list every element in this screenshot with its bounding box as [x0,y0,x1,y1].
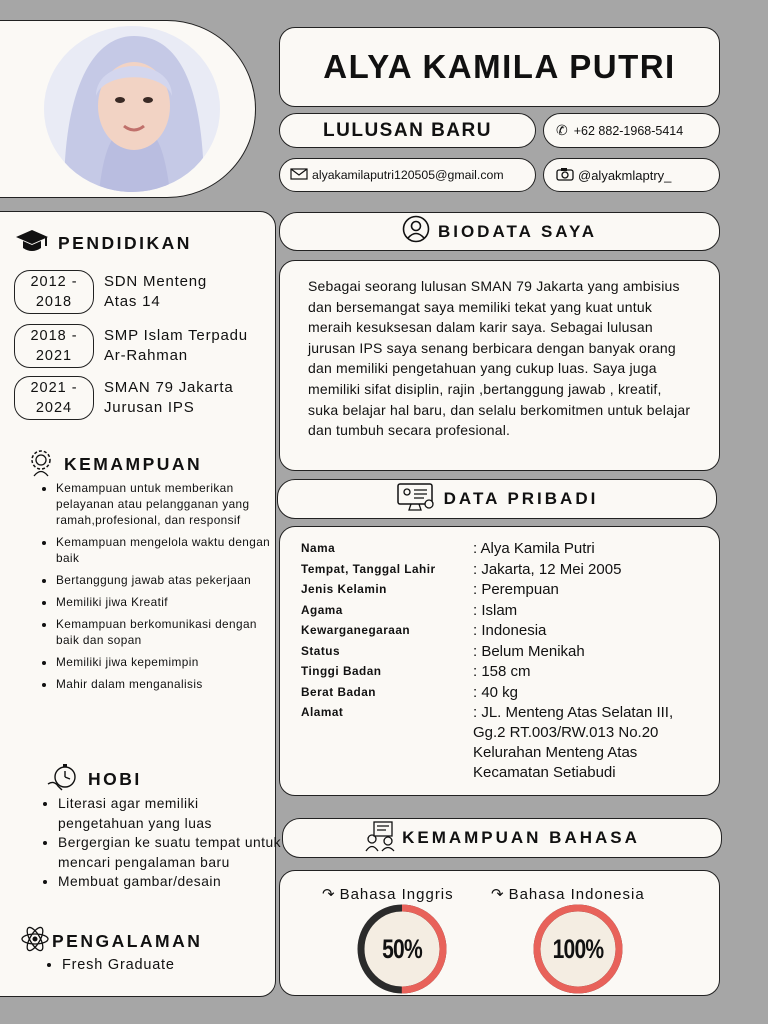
data-row: Tinggi Badan : 158 cm [301,663,531,680]
user-circle-icon [402,215,430,248]
education-year: 2021 - 2024 [14,376,94,420]
education-item [14,324,264,368]
education-year: 2018 - 2021 [14,324,94,368]
camera-icon [556,167,574,184]
role-text: LULUSAN BARU [323,119,492,141]
list-item: • Literasi agar memiliki pengetahuan yang luas [58,794,283,833]
list-item: • Memiliki jiwa Kreatif [56,594,271,610]
list-item: • Memiliki jiwa kepemimpin [56,654,271,670]
bio-heading [279,212,720,251]
list-item: • Membuat gambar/desain [58,872,283,892]
personal-title: DATA PRIBADI [443,489,599,508]
gauge-percent: 50% [382,933,422,964]
phone-number: +62 882-1968-5414 [573,123,684,138]
skills-heading [26,447,202,482]
arrow-icon: ↷ [491,886,505,903]
list-item: • Kemampuan mengelola waktu dengan baik [56,534,271,566]
bio-text: Sebagai seorang lulusan SMAN 79 Jakarta yang ambisius dan bersemangat saya memiliki tekat yang kuat untuk meraih kesuksesan dalam karir saya. Sebagai lulusan jurusan IPS saya senang berbicara dengan banyak orang dan memiliki pengetahuan yang cukup luas. Saya juga memiliki sifat disiplin, rajin ,bertanggung jawab , kreatif, suka belajar hal baru, dan selalu berkomitmen untuk belajar dan tumbuh secara profesional. [308,278,691,439]
phone-icon: ✆ [556,122,568,138]
experience-heading [20,924,202,959]
language-gauge [532,903,624,995]
list-item: • Kemampuan untuk memberikan pelayanan atau pelangganan yang ramah,profesional, dan responsif [56,480,271,528]
language-title: KEMAMPUAN BAHASA [402,828,640,847]
skills-title: KEMAMPUAN [64,454,203,474]
personal-heading [277,479,717,519]
email-pill [279,158,536,192]
gear-person-icon [26,447,56,482]
arrow-icon: ↷ [322,886,336,903]
stopwatch-hand-icon [46,762,80,797]
role-badge [279,113,536,148]
data-row: Berat Badan : 40 kg [301,684,519,701]
atom-icon [20,924,50,959]
language-card [279,870,720,996]
skills-list [36,480,271,698]
profile-photo [44,26,220,192]
hobbies-heading [46,762,142,797]
experience-list [42,957,175,973]
education-school: SMP Islam Terpadu Ar-Rahman [104,327,248,364]
education-title: PENDIDIKAN [58,233,192,253]
language-label: ↷ Bahasa Inggris [322,885,454,903]
instagram-handle: @alyakmlaptry_ [578,167,672,183]
list-item: • Fresh Graduate [62,957,175,973]
list-item: • Kemampuan berkomunikasi dengan baik dan sopan [56,616,271,648]
address-value: : JL. Menteng Atas Selatan III, Gg.2 RT.003/RW.013 No.20 Kelurahan Menteng Atas Kecamatan Setiabudi [473,704,674,781]
language-heading [282,818,722,858]
gauge-percent: 100% [552,933,604,964]
bio-title: BIODATA SAYA [437,221,598,241]
data-row: Status : Belum Menikah [301,643,585,660]
education-school: SDN Menteng Atas 14 [104,273,208,310]
education-school: SMAN 79 Jakarta Jurusan IPS [104,379,234,416]
full-name: ALYA KAMILA PUTRI [323,48,676,85]
email-address: alyakamilaputri120505@gmail.com [312,168,504,182]
instagram-pill [543,158,720,192]
personal-data-card [279,526,720,796]
data-row: Agama : Islam [301,602,518,619]
bio-card [279,260,720,471]
people-book-icon [364,820,398,857]
education-item [14,270,264,314]
language-gauge [356,903,448,995]
list-item: • Mahir dalam menganalisis [56,676,271,692]
graduation-cap-icon [14,228,50,259]
data-row: Kewarganegaraan : Indonesia [301,622,547,639]
data-row: Nama : Alya Kamila Putri [301,540,595,557]
list-item: • Bergergian ke suatu tempat untuk mencari pengalaman baru [58,833,283,872]
education-item [14,376,264,420]
hobbies-list [38,794,283,892]
hobbies-title: HOBI [88,769,142,789]
name-card [279,27,720,107]
data-row: Jenis Kelamin : Perempuan [301,581,559,598]
education-heading [14,228,192,259]
data-row: Tempat, Tanggal Lahir : Jakarta, 12 Mei 2005 [301,561,622,578]
monitor-profile-icon [396,482,436,517]
phone-pill [543,113,720,148]
list-item: • Bertanggung jawab atas pekerjaan [56,572,271,588]
data-row: Alamat : JL. Menteng Atas Selatan III, Gg.2 RT.003/RW.013 No.20 Kelurahan Menteng Atas Kecamatan Setiabudi [301,703,711,783]
education-year: 2012 - 2018 [14,270,94,314]
mail-icon [290,168,308,183]
language-label: ↷ Bahasa Indonesia [491,885,645,903]
experience-title: PENGALAMAN [52,931,203,951]
